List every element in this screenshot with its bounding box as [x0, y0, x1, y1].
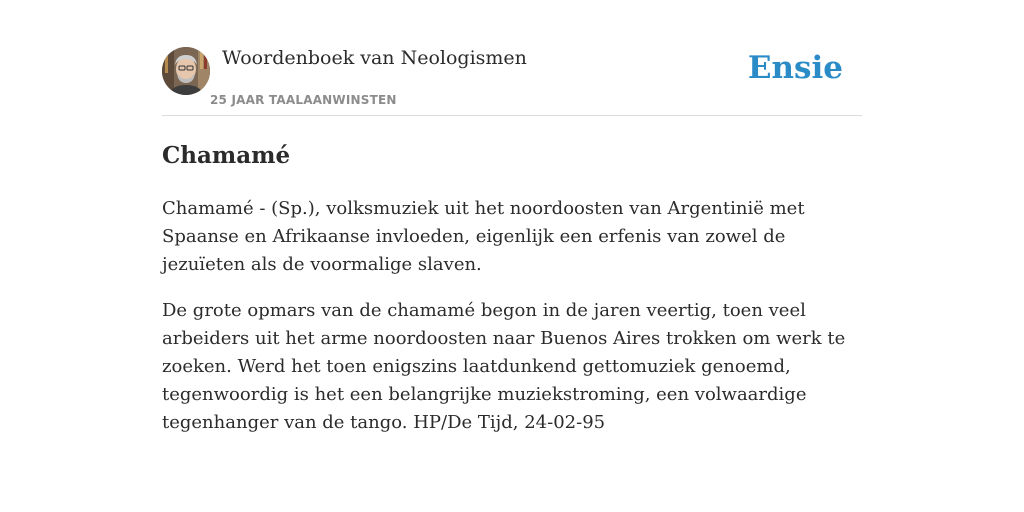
- entry-paragraph-2: De grote opmars van de chamamé begon in de jaren veertig, toen veel arbeiders uit het arme noordoosten naar Buenos Aires trokken om werk te zoeken. Werd het toen enigszins laatdunkend gettomuziek genoemd, tegenwoordig is het een belangrijke muziekstroming, een volwaardige tegenhanger van de tango. HP/De Tijd, 24-02-95: [162, 300, 846, 433]
- brand-logo[interactable]: Ensie: [747, 50, 843, 86]
- author-avatar[interactable]: [162, 47, 210, 95]
- entry-title: Chamamé: [162, 142, 291, 169]
- site-subtitle: 25 JAAR TAALAANWINSTEN: [210, 93, 397, 107]
- page-container: [162, 46, 862, 437]
- site-header: [162, 46, 862, 116]
- site-title[interactable]: Woordenboek van Neologismen: [222, 47, 527, 69]
- entry-paragraph-1: Chamamé - (Sp.), volksmuziek uit het noordoosten van Argentinië met Spaanse en Afrikaanse invloeden, eigenlijk een erfenis van zowel de jezuïeten als de voormalige slaven.: [162, 198, 805, 275]
